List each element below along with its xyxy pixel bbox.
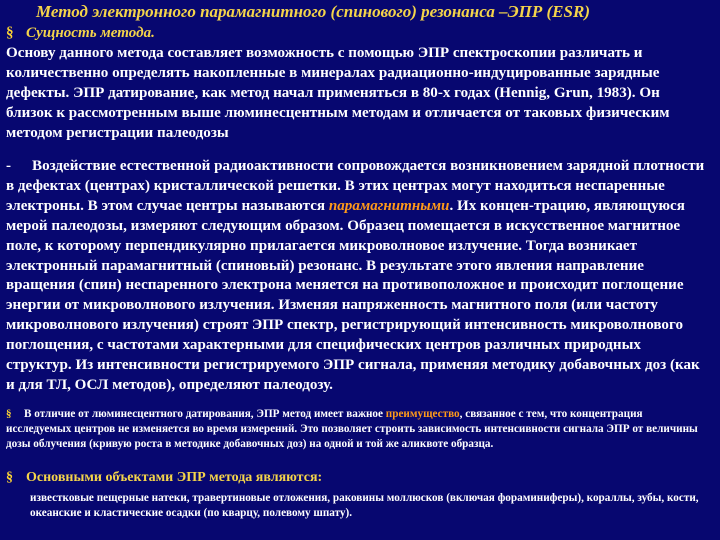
objects-label: Основными объектами ЭПР метода являются:	[26, 470, 323, 485]
intro-paragraph	[6, 24, 710, 143]
objects-heading	[6, 470, 710, 486]
advantage-text-before: В отличие от люминесцентного датирования, ЭПР метод имеет важное	[24, 408, 386, 420]
advantage-text-after: , связанное с тем, что концентрация исследуемых центров не изменяется во время измерений. Это позволяет строить зависимость интенсивности сигнала ЭПР от величины дозы облучения (кривую роста в методике добавочных доз) на одной и той же аликвоте образца.	[6, 408, 698, 451]
objects-list: известковые пещерные натеки, травертиновые отложения, раковины моллюсков (включая фораминиферы), кораллы, зубы, кости, океанские и кластические осадки (по кварцу, полевому шпату).	[30, 492, 699, 520]
bullet-icon: §	[6, 408, 12, 420]
essence-label: Сущность метода.	[26, 25, 155, 41]
paramagnetic-term: парамагнитными	[328, 197, 450, 214]
slide-title: Метод электронного парамагнитного (спинового) резонанса –ЭПР (ESR)	[36, 2, 590, 21]
body-text-before: Воздействие естественной радиоактивности сопровождается возникновением зарядной плотности в дефектах (центрах) кристаллической решетки. В этих центрах могут находиться неспаренные электроны. В этом случае центры называются	[6, 158, 705, 214]
bullet-icon: §	[6, 470, 13, 485]
body-text-after: . Их концен-трацию, являющуюся мерой палеодозы, измеряют следующим образом. Образец помещается в искусственное магнитное поле, к которому перпендикулярно прилагается микроволновое излучение. Тогда возникает электронный парамагнитный (спиновый) резонанс. В результате этого явления направление вращения (спин) неспаренного электрона меняется на противоположное и происходит поглощение энергии от микроволнового излучения. Изменяя напряженность магнитного поля (или частоту микроволнового излучения) строят ЭПР спектр, регистрирующий интенсивность микроволнового поглощения, с частотами характерными для специфических центров различных природных структур. Из интенсивности регистрируемого ЭПР сигнала, применяя методику добавочных доз (как и для ТЛ, ОСЛ методов), определяют палеодозу.	[6, 197, 700, 393]
dash-marker: -	[6, 158, 12, 174]
body-paragraph	[6, 157, 710, 396]
advantage-term: преимущество	[385, 408, 460, 420]
intro-text: Основу данного метода составляет возможность с помощью ЭПР спектроскопии различать и количественно определять накопленные в минералах радиационно-индуцированные зарядные дефекты. ЭПР датирование, как метод начал применяться в 80-х годах (Hennig, Grun, 1983). Он близок к рассмотренным выше люминесцентным методам и отличается от таковых физическим методом регистрации палеодозы	[6, 44, 670, 141]
advantage-paragraph	[6, 407, 710, 453]
bullet-icon: §	[6, 25, 14, 41]
